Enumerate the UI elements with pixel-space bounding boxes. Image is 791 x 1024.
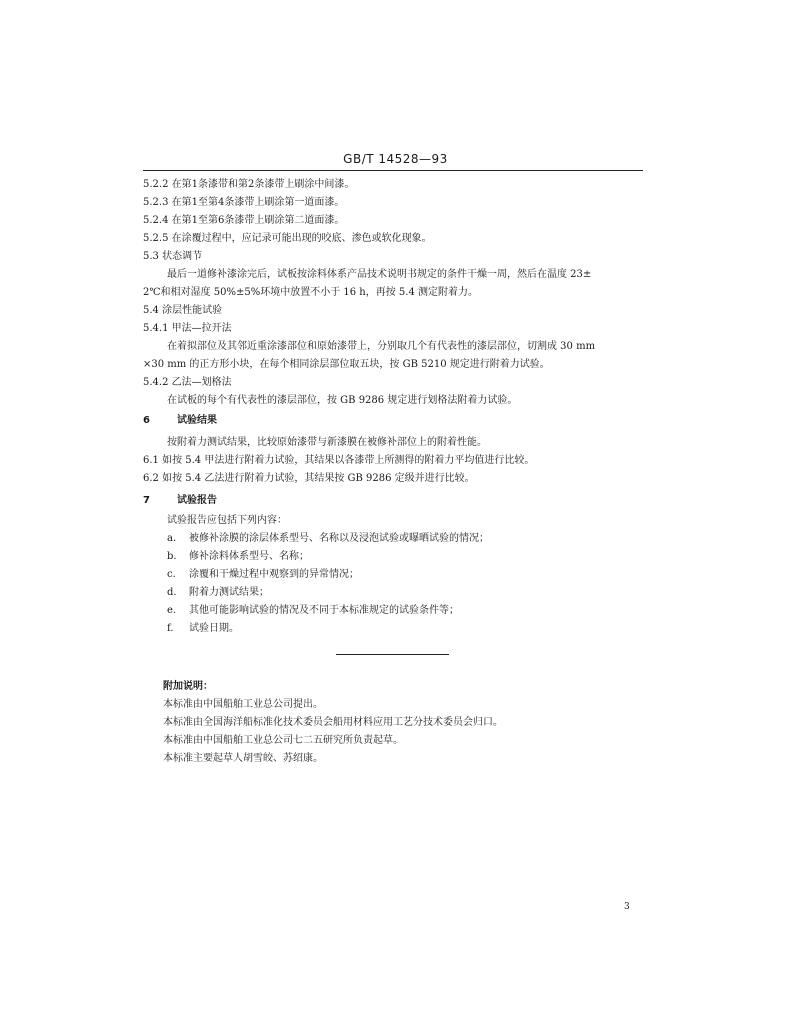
- item-letter: b.: [167, 551, 177, 562]
- additional-notes-title: 附加说明：: [163, 681, 213, 692]
- clause-5-3-para-line-1: 最后一道修补漆涂完后，试板按涂料体系产品技术说明书规定的条件干燥一周，然后在温度 23±: [167, 269, 592, 280]
- clause-5-4-1-para-line-2: ×30 mm 的正方形小块，在每个相同涂层部位取五块，按 GB 5210 规定进行附着力试验。: [143, 359, 550, 370]
- clause-5-4-2-title: 5.4.2 乙法—划格法: [143, 377, 232, 388]
- clause-5-3-para-line-2: 2℃和相对湿度 50%±5%环境中放置不小于 16 h，再按 5.4 测定附着力。: [143, 287, 478, 298]
- item-text: 附着力测试结果；: [189, 587, 269, 598]
- clause-5-4-2-para: 在试板的每个有代表性的漆层部位，按 GB 9286 规定进行划格法附着力试验。: [167, 395, 518, 406]
- item-letter: c.: [167, 569, 176, 580]
- item-letter: e.: [167, 605, 177, 616]
- additional-note-2: 本标准由全国海洋船标准化技术委员会船用材料应用工艺分技术委员会归口。: [163, 717, 503, 728]
- clause-6-1: 6.1 如按 5.4 甲法进行附着力试验，其结果以各漆带上所测得的附着力平均值进行比较。: [143, 455, 535, 466]
- item-text: 被修补涂膜的涂层体系型号、名称以及浸泡试验或曝晒试验的情况；: [189, 533, 489, 544]
- section-6-number: 6: [143, 415, 150, 426]
- section-7-heading: [143, 494, 217, 508]
- report-item-f: [167, 622, 239, 636]
- clause-5-2-3: 5.2.3 在第1至第4条漆带上刷涂第一道面漆。: [143, 197, 345, 208]
- standard-code-header: GB/T 14528—93: [343, 152, 448, 166]
- report-item-c: [167, 568, 359, 582]
- section-7-number: 7: [143, 495, 150, 506]
- clause-5-2-4: 5.2.4 在第1至第6条漆带上刷涂第二道面漆。: [143, 215, 345, 226]
- clause-5-4-title: 5.4 涂层性能试验: [143, 305, 223, 316]
- report-item-d: [167, 586, 269, 600]
- report-item-e: [167, 604, 459, 618]
- clause-5-2-2: 5.2.2 在第1条漆带和第2条漆带上刷涂中间漆。: [143, 179, 355, 190]
- section-6-heading: [143, 414, 217, 428]
- additional-note-3: 本标准由中国船舶工业总公司七二五研究所负责起草。: [163, 735, 403, 746]
- section-7-title: 试验报告: [177, 495, 217, 506]
- item-letter: f.: [167, 623, 174, 634]
- item-text: 修补涂料体系型号、名称；: [189, 551, 309, 562]
- additional-note-1: 本标准由中国船舶工业总公司提出。: [163, 699, 323, 710]
- section-7-intro: 试验报告应包括下列内容：: [167, 515, 287, 526]
- clause-5-4-1-para-line-1: 在着拟部位及其邻近重涂漆部位和原始漆带上，分别取几个有代表性的漆层部位，切割成 30 mm: [167, 341, 596, 352]
- clause-5-3-title: 5.3 状态调节: [143, 251, 203, 262]
- report-item-b: [167, 550, 309, 564]
- clause-5-4-1-title: 5.4.1 甲法—拉开法: [143, 323, 232, 334]
- item-text: 其他可能影响试验的情况及不同于本标准规定的试验条件等；: [189, 605, 459, 616]
- clause-6-2: 6.2 如按 5.4 乙法进行附着力试验，其结果按 GB 9286 定级并进行比较。: [143, 473, 475, 484]
- section-6-title: 试验结果: [177, 415, 217, 426]
- clause-5-2-5: 5.2.5 在涂覆过程中，应记录可能出现的咬底、渗色或软化现象。: [143, 233, 432, 244]
- item-text: 涂覆和干燥过程中观察到的异常情况；: [189, 569, 359, 580]
- item-letter: a.: [167, 533, 177, 544]
- header-rule: [143, 170, 643, 171]
- additional-note-4: 本标准主要起草人胡雪皎、苏绍康。: [163, 753, 323, 764]
- end-of-text-rule: [336, 654, 449, 655]
- item-letter: d.: [167, 587, 177, 598]
- report-item-a: [167, 532, 489, 546]
- section-6-para: 按附着力测试结果，比较原始漆带与新漆膜在被修补部位上的附着性能。: [167, 437, 487, 448]
- page-number: 3: [624, 902, 630, 912]
- item-text: 试验日期。: [189, 623, 239, 634]
